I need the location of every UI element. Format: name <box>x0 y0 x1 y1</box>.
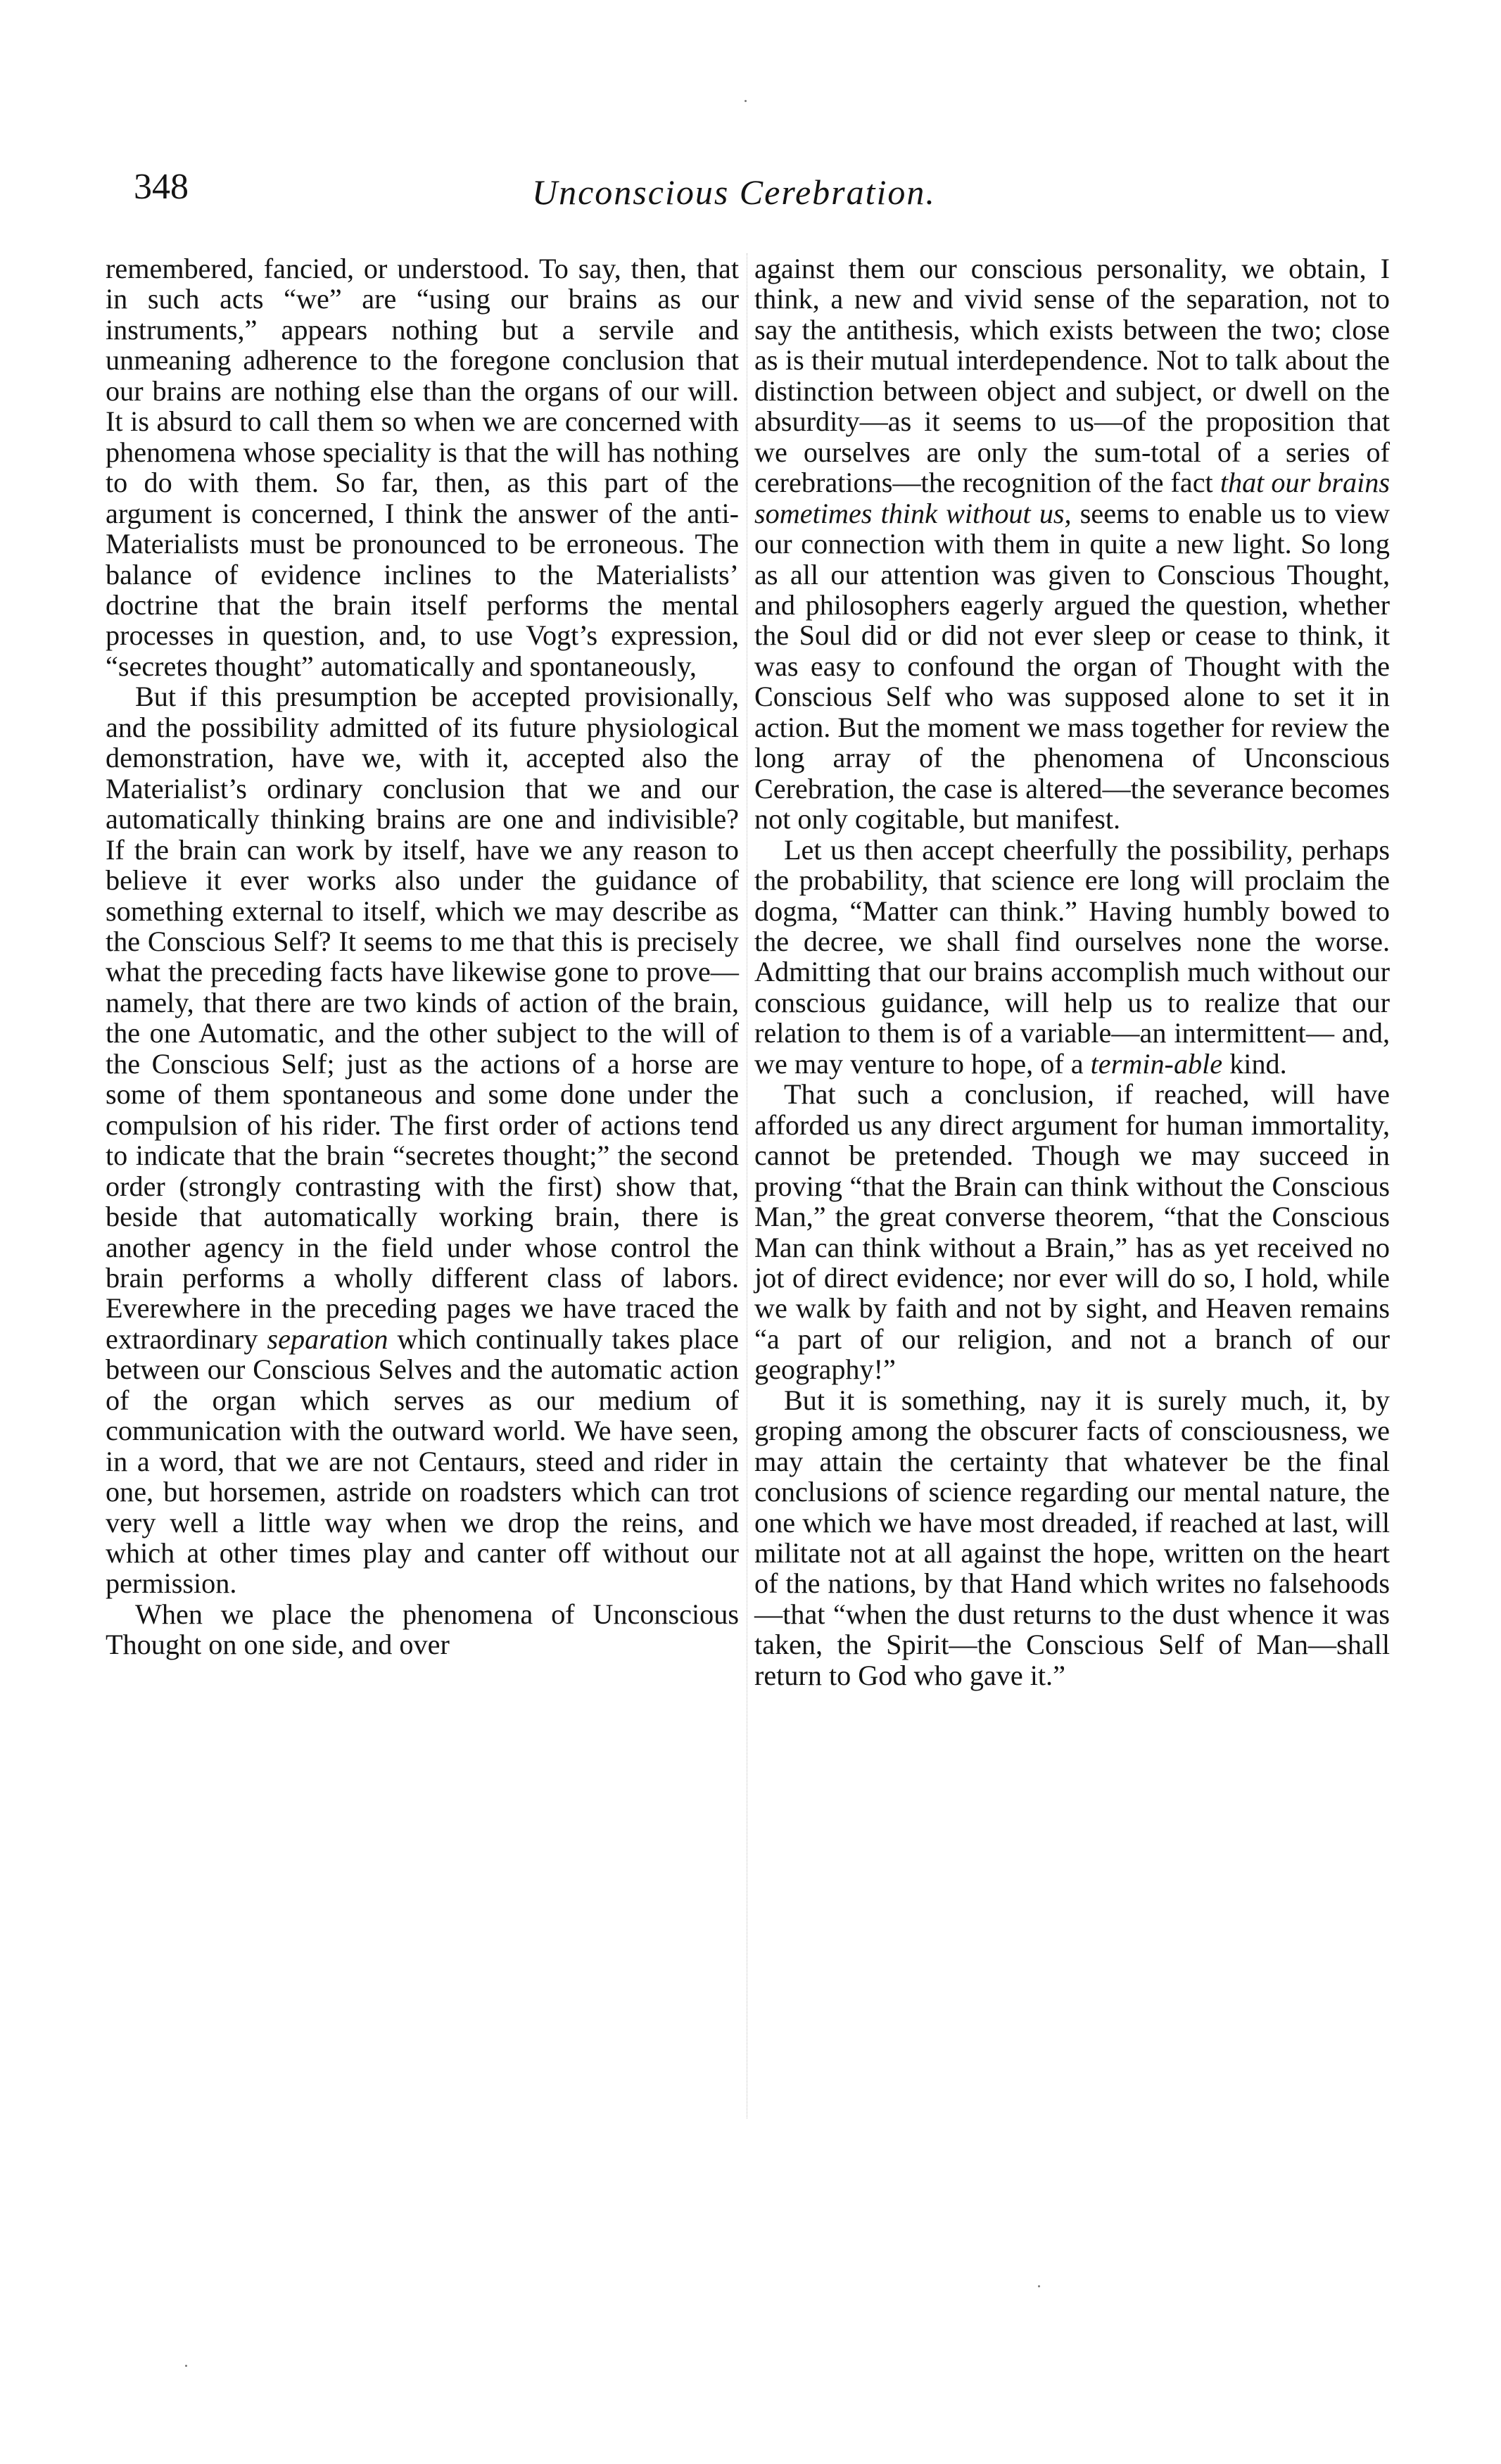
paragraph-text: kind. <box>1229 1047 1287 1080</box>
italic-emphasis: separation <box>267 1322 388 1355</box>
paragraph-text: seems to enable us to view our connection with them in quite a new light. So long as all our attention was given to Conscious Thought, and philosophers eagerly argued the question, whether the Soul did or did not ever sleep or cease to think, it was easy to confound the organ of Thought with the Conscious Self who was supposed alone to set it in action. But the moment we mass together for review the long array of the phenomena of Unconscious Cerebration, the case is altered—the severance becomes not only cogitable, but manifest. <box>754 497 1390 835</box>
italic-emphasis: termin- <box>1090 1047 1174 1080</box>
right-column <box>754 253 1390 1691</box>
running-title: Unconscious Cerebration. <box>532 172 936 212</box>
ink-speck <box>1038 2285 1040 2287</box>
paragraph <box>106 681 739 1599</box>
paragraph-text: But if this presumption be accepted provisionally, and the possibility admitted of its future physiological demonstration, have we, with it, accepted also the Materialist’s ordinary conclusion that we and our automatically thinking brains are one and indivisible? If the brain can work by itself, have we any reason to believe it ever works also under the guidance of something external to itself, which we may describe as the Conscious Self? It seems to me that this is precisely what the preceding facts have likewise gone to prove—namely, that there are two kinds of action of the brain, the one Automatic, and the other subject to the will of the Conscious Self; just as the actions of a horse are some of them spontaneous and some done under the compulsion of his rider. The first order of actions tend to indicate that the brain “secretes thought;” the second order (strongly contrasting with the first) show that, beside that automatically working brain, there is another agency in the field under whose control the brain performs a wholly different class of labors. Everewhere in the preceding pages we have traced the extraordinary <box>106 681 739 1355</box>
page-number: 348 <box>134 167 189 207</box>
paragraph <box>754 835 1390 1080</box>
italic-emphasis: that our brains sometimes think without us, <box>754 467 1391 529</box>
paragraph: remembered, fancied, or understood. To say, then, that in such acts “we” are “using our brains as our instruments,” appears nothing but a servile and unmeaning adherence to the foregone conclusion that our brains are nothing else than the organs of our will. It is absurd to call them so when we are concerned with phenomena whose speciality is that the will has nothing to do with them. So far, then, as this part of the argument is concerned, I think the answer of the anti-Materialists must be pronounced to be erroneous. The balance of evidence inclines to the Materialists’ doctrine that the brain itself performs the mental processes in question, and, to use Vogt’s expression, “secretes thought” automatically and spontaneously, <box>106 253 739 682</box>
paragraph-text: which continually takes place between our Conscious Selves and the automatic action of the organ which serves as our medium of communication with the outward world. We have seen, in a word, that we are not Centaurs, steed and rider in one, but horsemen, astride on roadsters which can trot very well a little way when we drop the reins, and which at other times play and canter off without our permission. <box>106 1322 739 1600</box>
paragraph: That such a conclusion, if reached, will have afforded us any direct argument for human immortality, cannot be pretended. Though we may succeed in proving “that the Brain can think without the Conscious Man,” the great converse theorem, “that the Conscious Man can think without a Brain,” has as yet received no jot of direct evidence; nor ever will do so, I hold, while we walk by faith and not by sight, and Heaven remains “a part of our religion, and not a branch of our geography!” <box>754 1078 1390 1386</box>
paragraph: But it is something, nay it is surely much, it, by groping among the obscurer facts of consciousness, we may attain the certainty that whatever be the final conclusions of science regarding our mental nature, the one which we have most dreaded, if reached at last, will militate not at all against the hope, written on the heart of the nations, by that Hand which writes no falsehoods—that “when the dust returns to the dust whence it was taken, the Spirit—the Conscious Self of Man—shall return to God who gave it.” <box>754 1384 1390 1691</box>
ink-speck <box>185 2365 187 2367</box>
paragraph-text: and, we may venture to hope, of a <box>754 1017 1390 1080</box>
italic-emphasis: able <box>1173 1047 1223 1080</box>
paragraph <box>754 253 1390 835</box>
paragraph-text: against them our conscious personality, we obtain, I think, a new and vivid sense of the separation, not to say the antithesis, which exists between the two; close as is their mutual interdependence. Not to talk about the distinction between object and subject, or dwell on the absurdity—as it seems to us—of the proposition that we ourselves are only the sum-total of a series of cerebrations—the recognition of the fact <box>754 253 1390 499</box>
paragraph-text: Let us then accept cheerfully the possibility, perhaps the probability, that science ere long will proclaim the dogma, “Matter can think.” Having humbly bowed to the decree, we shall find ourselves none the worse. Admitting that our brains accomplish much without our conscious guidance, will help us to realize that our relation to them is of a variable—an intermittent— <box>754 833 1390 1049</box>
left-column <box>106 253 739 1660</box>
paragraph: When we place the phenomena of Unconscious Thought on one side, and over <box>106 1598 739 1661</box>
ink-speck <box>745 100 747 102</box>
